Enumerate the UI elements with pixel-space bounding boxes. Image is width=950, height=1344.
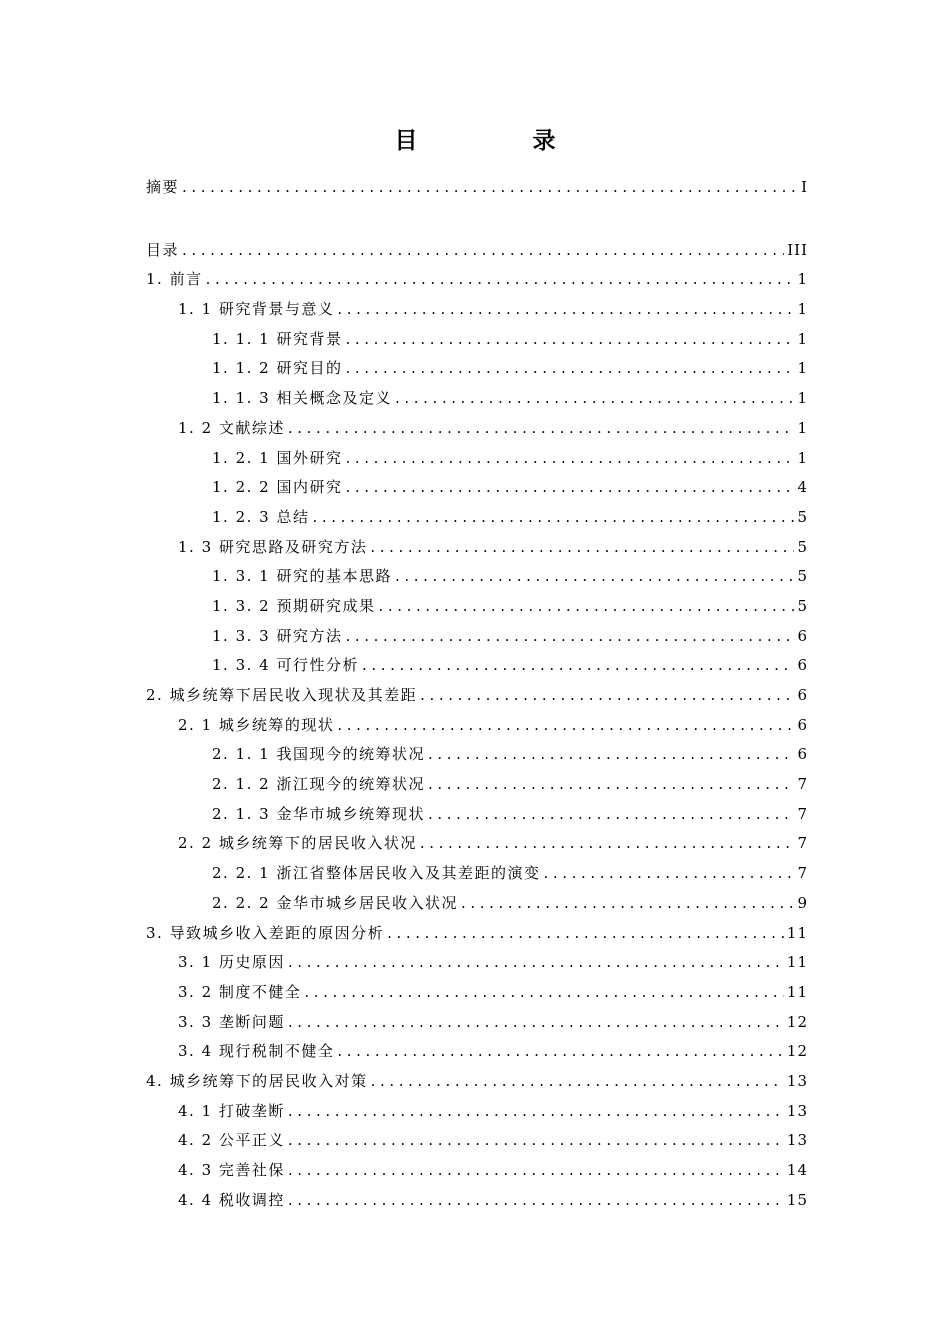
toc-entry-page-number: 5 bbox=[797, 507, 808, 526]
dot-leader bbox=[345, 478, 794, 496]
toc-entry-page-number: 4 bbox=[797, 478, 808, 497]
toc-entry[interactable] bbox=[146, 268, 808, 298]
toc-entry-page-number: 5 bbox=[797, 567, 808, 586]
toc-entry-page-number: 6 bbox=[797, 686, 808, 704]
dot-leader bbox=[345, 627, 794, 645]
dot-leader bbox=[288, 1161, 784, 1179]
toc-entry-page-number: 1 bbox=[797, 359, 808, 378]
dot-leader bbox=[428, 745, 794, 763]
toc-entry-label: 4. 4 税收调控 bbox=[178, 1190, 285, 1209]
dot-leader bbox=[395, 567, 794, 585]
toc-entry-label: 2. 2 城乡统筹下的居民收入状况 bbox=[178, 834, 417, 853]
toc-entry[interactable] bbox=[146, 832, 808, 862]
dot-leader bbox=[362, 656, 794, 674]
toc-entry[interactable] bbox=[146, 476, 808, 506]
page-title: 目 录 bbox=[394, 127, 602, 154]
toc-entry-label: 2. 1. 3 金华市城乡统筹现状 bbox=[212, 804, 425, 823]
toc-entry[interactable] bbox=[146, 239, 808, 269]
dot-leader bbox=[337, 1042, 784, 1060]
dot-leader bbox=[337, 716, 794, 734]
toc-entry-label: 1. 2 文献综述 bbox=[178, 418, 285, 437]
toc-entry-page-number: 6 bbox=[797, 626, 808, 645]
toc-entry-label: 1. 前言 bbox=[146, 270, 203, 289]
toc-entry-label: 1. 1. 2 研究目的 bbox=[212, 359, 343, 378]
toc-entry-label: 1. 3. 2 预期研究成果 bbox=[212, 596, 376, 615]
dot-leader bbox=[370, 538, 794, 556]
toc-entry[interactable] bbox=[146, 298, 808, 328]
toc-entry-label: 2. 城乡统筹下居民收入现状及其差距 bbox=[146, 686, 418, 704]
toc-entry[interactable] bbox=[146, 892, 808, 922]
dot-leader bbox=[288, 1013, 784, 1031]
dot-leader bbox=[420, 686, 794, 704]
toc-entry-label: 3. 4 现行税制不健全 bbox=[178, 1042, 335, 1061]
toc-entry-label: 2. 2. 2 金华市城乡居民收入状况 bbox=[212, 893, 458, 912]
dot-leader bbox=[543, 864, 794, 882]
dot-leader bbox=[387, 924, 784, 942]
dot-leader bbox=[288, 1191, 784, 1209]
dot-leader bbox=[312, 508, 794, 526]
toc-entry[interactable] bbox=[146, 1189, 808, 1219]
toc-entry[interactable] bbox=[146, 417, 808, 447]
toc-entry-label: 1. 2. 1 国外研究 bbox=[212, 448, 343, 467]
toc-entry-page-number: 12 bbox=[786, 1042, 808, 1061]
toc-entry[interactable] bbox=[146, 625, 808, 655]
toc-entry[interactable] bbox=[146, 773, 808, 803]
toc-entry-label: 1. 3. 4 可行性分析 bbox=[212, 656, 359, 675]
toc-entry-label: 1. 1. 1 研究背景 bbox=[212, 329, 343, 348]
dot-leader bbox=[420, 834, 795, 852]
toc-entry-page-number: 13 bbox=[786, 1101, 808, 1120]
toc-entry-page-number: 7 bbox=[797, 775, 808, 794]
toc-entry[interactable] bbox=[146, 565, 808, 595]
dot-leader bbox=[304, 983, 784, 1001]
toc-entry-page-number: 6 bbox=[797, 715, 808, 734]
toc-entry-label: 1. 3. 3 研究方法 bbox=[212, 626, 343, 645]
dot-leader bbox=[288, 419, 795, 437]
toc-entry[interactable] bbox=[146, 447, 808, 477]
toc-entry-page-number: 12 bbox=[786, 1012, 808, 1031]
dot-leader bbox=[378, 597, 794, 615]
toc-entry[interactable] bbox=[146, 684, 808, 714]
toc-entry[interactable] bbox=[146, 951, 808, 981]
toc-entry[interactable] bbox=[146, 1040, 808, 1070]
toc-entry-label: 1. 1 研究背景与意义 bbox=[178, 300, 335, 319]
toc-entry[interactable] bbox=[146, 1011, 808, 1041]
toc-entry[interactable] bbox=[146, 743, 808, 773]
dot-leader bbox=[371, 1072, 784, 1090]
toc-entry-page-number: 13 bbox=[786, 1131, 808, 1150]
toc-entry-label: 2. 1. 2 浙江现今的统筹状况 bbox=[212, 775, 425, 794]
toc-entry[interactable] bbox=[146, 862, 808, 892]
dot-leader bbox=[461, 894, 794, 912]
toc-entry-label: 1. 2. 3 总结 bbox=[212, 507, 310, 526]
toc-entry-page-number: 6 bbox=[797, 656, 808, 675]
toc-entry[interactable] bbox=[146, 536, 808, 566]
toc-entry-label: 3. 3 垄断问题 bbox=[178, 1012, 285, 1031]
toc-entry[interactable] bbox=[146, 506, 808, 536]
toc-entry-label: 2. 1 城乡统筹的现状 bbox=[178, 715, 335, 734]
toc-entry-page-number: 5 bbox=[797, 596, 808, 615]
toc-entry[interactable] bbox=[146, 654, 808, 684]
toc-entry-label: 4. 2 公平正义 bbox=[178, 1131, 285, 1150]
toc-entry-page-number: 11 bbox=[786, 953, 808, 972]
toc-entry-label: 4. 1 打破垄断 bbox=[178, 1101, 285, 1120]
dot-leader bbox=[206, 270, 795, 288]
dot-leader bbox=[345, 330, 794, 348]
dot-leader bbox=[288, 1131, 784, 1149]
toc-entry[interactable] bbox=[146, 1100, 808, 1130]
toc-entry-page-number: 1 bbox=[797, 418, 808, 437]
toc-entry-page-number: 5 bbox=[797, 537, 808, 556]
toc-entry-page-number: 13 bbox=[786, 1071, 808, 1090]
toc-entry[interactable] bbox=[146, 803, 808, 833]
toc-entry[interactable] bbox=[146, 595, 808, 625]
toc-entry-label: 1. 1. 3 相关概念及定义 bbox=[212, 389, 392, 408]
toc-entry[interactable] bbox=[146, 328, 808, 358]
toc-entry-page-number: 11 bbox=[786, 923, 808, 942]
toc-entry-page-number: 1 bbox=[797, 389, 808, 408]
toc-entry-label: 目录 bbox=[146, 240, 180, 259]
table-of-contents bbox=[146, 176, 808, 1218]
toc-entry-label: 2. 1. 1 我国现今的统筹状况 bbox=[212, 745, 425, 764]
toc-entry-page-number: 9 bbox=[797, 893, 808, 912]
toc-entry-label: 3. 2 制度不健全 bbox=[178, 982, 302, 1001]
toc-entry-page-number: III bbox=[787, 240, 808, 259]
dot-leader bbox=[428, 775, 794, 793]
toc-entry-page-number: 1 bbox=[797, 300, 808, 319]
toc-entry[interactable] bbox=[146, 1129, 808, 1159]
dot-leader bbox=[345, 359, 794, 377]
dot-leader bbox=[288, 953, 784, 971]
toc-entry-page-number: 7 bbox=[797, 804, 808, 823]
dot-leader bbox=[428, 805, 794, 823]
toc-entry[interactable] bbox=[146, 981, 808, 1011]
toc-entry-page-number: 15 bbox=[786, 1190, 808, 1209]
dot-leader bbox=[345, 449, 794, 467]
toc-entry[interactable] bbox=[146, 1159, 808, 1189]
dot-leader bbox=[182, 178, 798, 196]
toc-entry-label: 3. 1 历史原因 bbox=[178, 953, 285, 972]
toc-entry-label: 摘要 bbox=[146, 178, 180, 196]
toc-entry-label: 1. 2. 2 国内研究 bbox=[212, 478, 343, 497]
toc-entry-label: 1. 3 研究思路及研究方法 bbox=[178, 537, 368, 556]
toc-entry-label: 4. 3 完善社保 bbox=[178, 1161, 285, 1179]
dot-leader bbox=[395, 389, 794, 407]
toc-entry-page-number: 7 bbox=[797, 834, 808, 853]
toc-entry-page-number: 6 bbox=[797, 745, 808, 764]
toc-entry-label: 1. 3. 1 研究的基本思路 bbox=[212, 567, 392, 586]
toc-entry-page-number: 1 bbox=[797, 448, 808, 467]
toc-entry[interactable] bbox=[146, 922, 808, 952]
toc-entry-page-number: 7 bbox=[797, 864, 808, 883]
toc-entry[interactable] bbox=[146, 387, 808, 417]
toc-entry[interactable] bbox=[146, 1070, 808, 1100]
toc-entry-label: 4. 城乡统筹下的居民收入对策 bbox=[146, 1071, 368, 1090]
toc-entry-page-number: 11 bbox=[786, 982, 808, 1001]
toc-entry-page-number: 1 bbox=[797, 329, 808, 348]
toc-entry[interactable] bbox=[146, 357, 808, 387]
dot-leader bbox=[182, 241, 784, 259]
toc-entry-page-number: 1 bbox=[797, 270, 808, 289]
toc-entry[interactable] bbox=[146, 714, 808, 744]
dot-leader bbox=[337, 300, 794, 318]
toc-entry-page-number: I bbox=[801, 178, 808, 196]
toc-entry-page-number: 14 bbox=[786, 1161, 808, 1179]
toc-entry-label: 3. 导致城乡收入差距的原因分析 bbox=[146, 923, 385, 942]
toc-entry[interactable] bbox=[146, 176, 808, 206]
toc-entry-label: 2. 2. 1 浙江省整体居民收入及其差距的演变 bbox=[212, 864, 541, 883]
dot-leader bbox=[288, 1102, 784, 1120]
